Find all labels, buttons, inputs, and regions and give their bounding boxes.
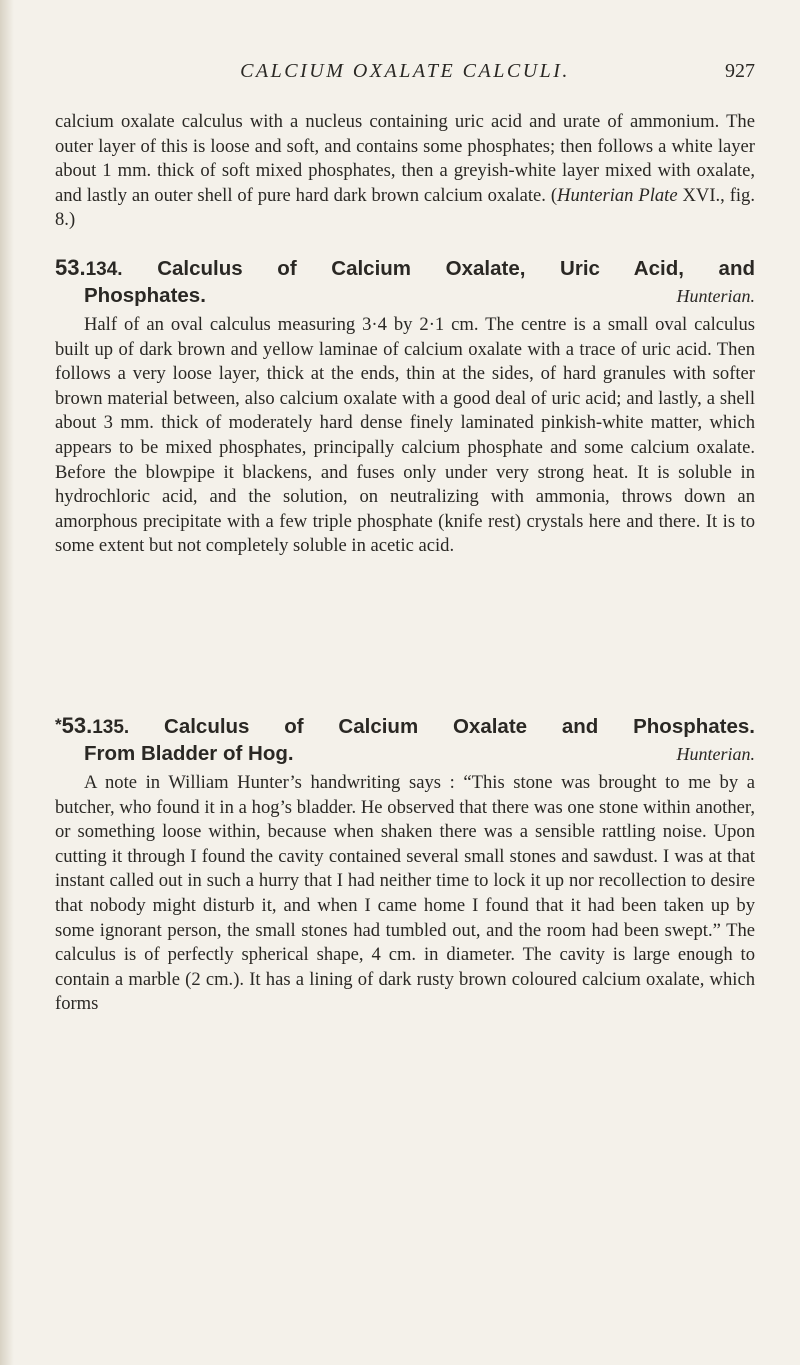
specimen-134-collection: Hunterian. — [676, 286, 755, 306]
specimen-134-title-line2: Phosphates. — [84, 284, 206, 307]
specimen-134-entry — [55, 255, 755, 559]
specimen-135-title-line1: Calculus of Calcium Oxalate and Phosphates. — [164, 715, 755, 738]
specimen-135-collection: Hunterian. — [676, 744, 755, 764]
gutter-shadow — [0, 0, 14, 1365]
running-head — [55, 60, 755, 90]
specimen-135-entry — [55, 712, 755, 1017]
running-title: CALCIUM OXALATE CALCULI. — [240, 60, 570, 82]
specimen-134-title-line1: Calculus of Calcium Oxalate, Uric Acid, and — [157, 257, 755, 280]
specimen-135-heading-line2 — [55, 741, 755, 767]
specimen-135-star: * — [55, 715, 62, 734]
specimen-134-heading — [55, 255, 755, 283]
specimen-135-description: A note in William Hunter’s handwriting says : “This stone was brought to me by a butcher, who found it in a hog’s bladder. He observed that there was one stone within another, or something loose within, because when shaken there was a sensible rattling noise. Upon cutting it through I found the cavity contained several small stones and sawdust. I was at that instant called out in such a hurry that I had neither time to lock it up nor recollection to desire that nobody might disturb it, and when I came home I found that it had been taken up by some ignorant person, the small stones had tumbled out, and the room had been swept.” The calculus is of perfectly spherical shape, 4 cm. in diameter. The cavity is large enough to contain a marble (2 cm.). It has a lining of dark rusty brown coloured calcium oxalate, which forms — [55, 772, 755, 1015]
specimen-134-description: Half of an oval calculus measuring 3·4 by 2·1 cm. The centre is a small oval calculus built up of dark brown and yellow laminae of calcium oxalate with a trace of uric acid. Then follows a very loose layer, thick at the ends, thin at the sides, of hard granules with softer brown material between, also calcium oxalate with a good deal of uric acid; and lastly, a shell about 3 mm. thick of moderately hard dense finely laminated pinkish-white matter, which appears to be mixed phosphates, principally calcium phosphate and some calcium oxalate. Before the blowpipe it blackens, and fuses only under very strong heat. It is soluble in hydrochloric acid, and the solution, on neutralizing with ammonia, throws down an amorphous precipitate with a few triple phosphate (knife rest) crystals here and there. It is to some extent but not completely soluble in acetic acid. — [55, 314, 755, 557]
intro-text: calcium oxalate calculus with a nucleus containing uric acid and urate of ammonium. The outer layer of this is loose and soft, and contains some phosphates; then follows a white layer about 1 mm. thick of soft mixed phosphates, then a greyish-white layer mixed with oxalate, and lastly an outer shell of pure hard dark brown calcium oxalate. ( — [55, 111, 755, 206]
specimen-135-number: 135. — [92, 717, 130, 738]
plate-reference: Hunterian Plate — [557, 184, 678, 206]
specimen-134-number: 134. — [85, 259, 123, 280]
intro-paragraph — [55, 110, 755, 233]
specimen-134-series-number: 53. — [55, 255, 86, 280]
specimen-135-heading — [55, 712, 755, 741]
specimen-135-series-number: 53. — [61, 713, 93, 738]
plate-reference-tail: XVI., fig. 8.) — [55, 184, 755, 231]
specimen-134-heading-line2 — [55, 283, 755, 309]
page-number: 927 — [725, 60, 755, 82]
intro-paragraph-block — [55, 110, 755, 233]
specimen-135-title-line2: From Bladder of Hog. — [84, 742, 294, 765]
